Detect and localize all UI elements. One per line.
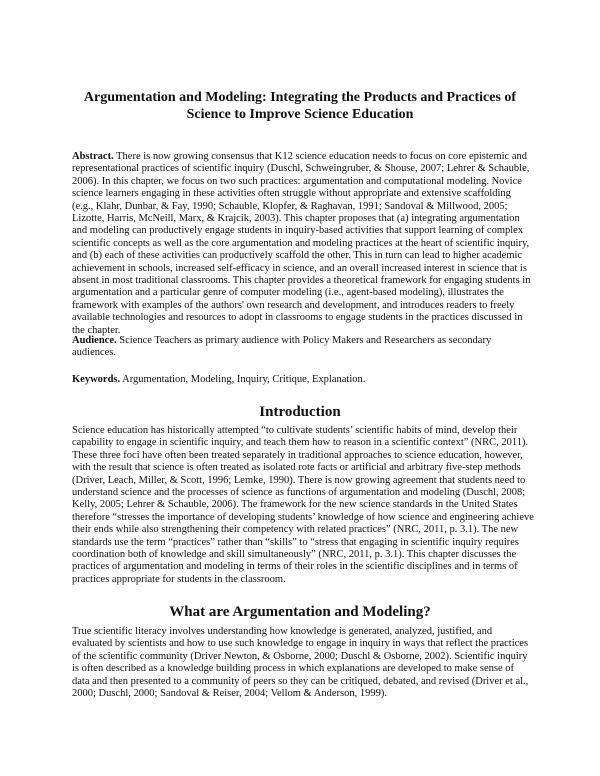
abstract-label: Abstract. xyxy=(72,151,114,162)
audience-label: Audience. xyxy=(72,335,117,346)
introduction-paragraph: Science education has historically attempted “to cultivate students’ scientific habits of mind, develop their capability to engage in scientific inquiry, and teach them how to reason in a scientific context” (NRC, 2011). These three foci have often been treated separately in traditional approaches to science education, however, with the result that science is often treated as isolated rote facts or artificial and arbitrary five-step methods (Driver, Leach, Miller, & Scott, 1996; Lemke, 1990). There is now growing agreement that students need to understand science and the processes of science as functions of argumentation and modeling (Duschl, 2008; Kelly, 2005; Lehrer & Schauble, 2006). The framework for the new science standards in the United States therefore “stresses the importance of developing students’ knowledge of how science and engineering achieve their ends while also strengthening their competency with related practices” (NRC, 2011, p. 3.1). The new standards use the term “practices” rather than “skills” to “stress that engaging in scientific inquiry requires coordination both of knowledge and skill simultaneously” (NRC, 2011, p. 3.1). This chapter discusses the practices of argumentation and modeling in terms of their roles in the scientific disciplines and in terms of practices appropriate for students in the classroom. xyxy=(72,425,534,585)
title-line-1: Argumentation and Modeling: Integrating the Products and Practices of xyxy=(83,90,517,105)
abstract-text: There is now growing consensus that K12 science education needs to focus on core epistemic and representational practices of scientific inquiry (Duschl, Schweingruber, & Shouse, 2007; Lehrer & Schauble, 2006). In this chapter, we focus on two such practices: argumentation and computational modeling. Novice science learners engaging in these activities often struggle without appropriate and extensive scaffolding (e.g., Klahr, Dunbar, & Fay, 1990; Schauble, Klopfer, & Raghavan, 1991; Sandoval & Millwood, 2005; Lizotte, Harris, McNeill, Marx, & Krajcik, 2003). This chapter proposes that (a) integrating argumentation and modeling can productively engage students in inquiry-based activities that support learning of complex scientific concepts as well as the core argumentation and modeling practices at the heart of scientific inquiry, and (b) each of these activities can productively scaffold the other. This in turn can lead to higher academic achievement in schools, increased self-efficacy in science, and an overall increased interest in science that is absent in most traditional classrooms. This chapter provides a theoretical framework for engaging students in argumentation and a particular genre of computer modeling (i.e., agent-based modeling), illustrates the framework with examples of the authors' own research and development, and introduces readers to freely available technologies and resources to adopt in classrooms to engage students in the practices discussed in the chapter. xyxy=(72,151,531,336)
keywords-label: Keywords. xyxy=(72,374,121,385)
keywords-text: Argumentation, Modeling, Inquiry, Critique, Explanation. xyxy=(122,374,366,385)
audience-text: Science Teachers as primary audience with Policy Makers and Researchers as secondary audiences. xyxy=(72,335,492,359)
audience-paragraph xyxy=(72,335,534,360)
introduction-heading: Introduction xyxy=(259,404,341,420)
keywords-paragraph xyxy=(72,374,534,386)
what-are-argumentation-heading: What are Argumentation and Modeling? xyxy=(169,604,431,620)
abstract-paragraph xyxy=(72,151,534,337)
what-are-argumentation-paragraph: True scientific literacy involves understanding how knowledge is generated, analyzed, justified, and evaluated by scientists and how to use such knowledge to engage in inquiry in ways that reflect the practices of the scientific community (Driver Newton, & Osborne, 2000; Duschl & Osborne, 2002). Scientific inquiry is often described as a knowledge building process in which explanations are developed to make sense of data and then presented to a community of peers so they can be critiqued, debated, and revised (Driver et al., 2000; Duschl, 2000; Sandoval & Reiser, 2004; Vellom & Anderson, 1999). xyxy=(72,626,529,700)
paper-title xyxy=(60,89,540,123)
title-line-2: Science to Improve Science Education xyxy=(186,107,414,122)
